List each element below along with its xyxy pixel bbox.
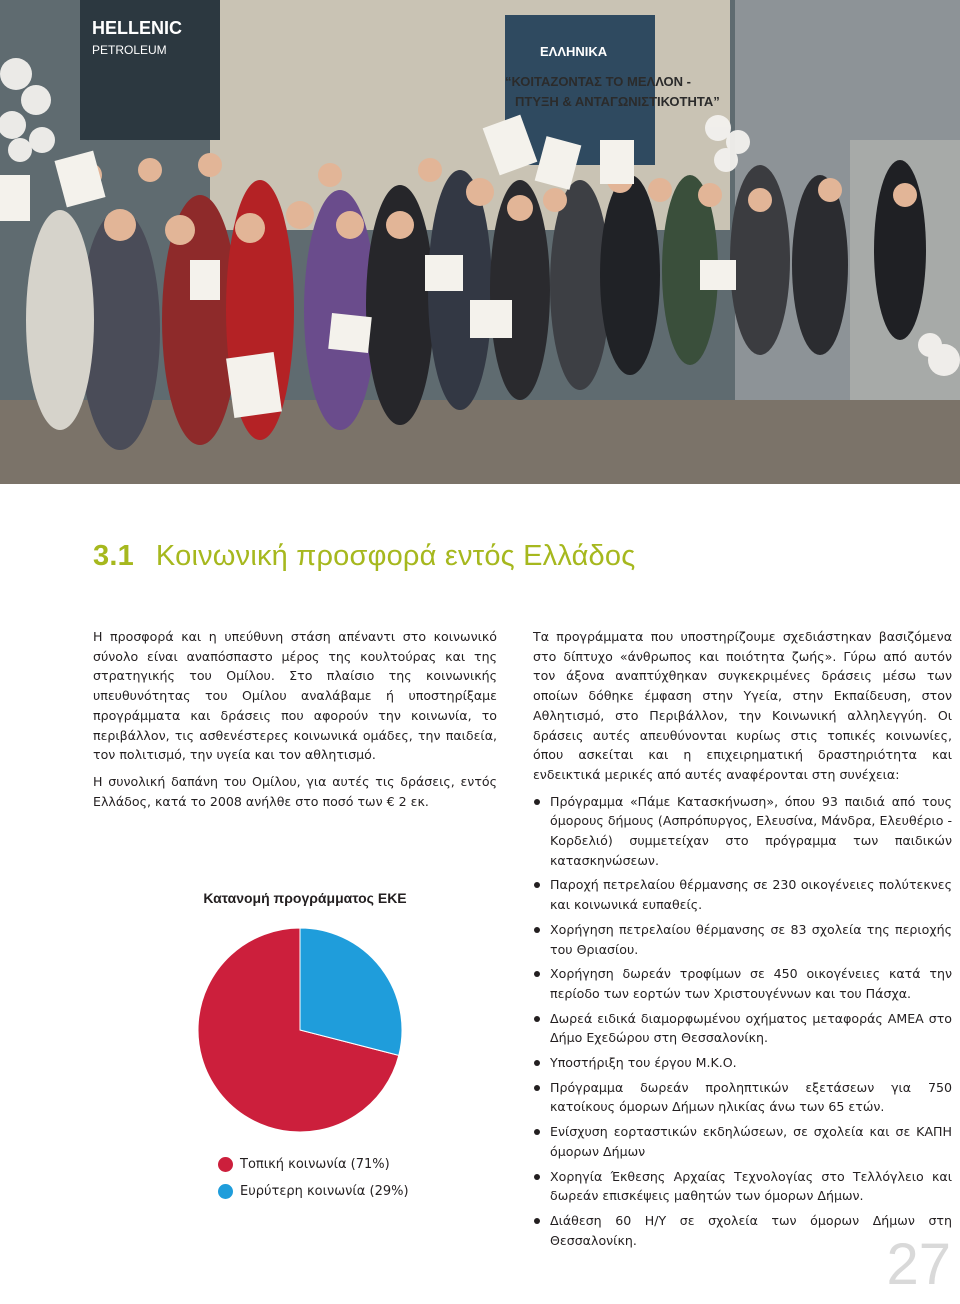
list-item: [533, 1167, 952, 1206]
list-item-text: Χορηγία Έκθεσης Αρχαίας Τεχνολογίας στο Τελλόγλειο και δωρεάν επισκέψεις μαθητών των όμορων Δήμων.: [550, 1168, 952, 1204]
bullet-icon: [534, 1060, 540, 1066]
bullet-icon: [534, 1016, 540, 1022]
legend-swatch-wider: [218, 1184, 233, 1199]
programs-intro: Τα προγράμματα που υποστηρίζουμε σχεδιάστηκαν βασιζόμενα στο δίπτυχο «άνθρωπος και ποιότητα ζωής». Γύρω από αυτόν τον άξονα αναπτύχθηκαν συγκεκριμένες δράσεις μέσω των οποίων δόθηκε έμφαση στην Υγεία, στην Εκπαίδευση, στον Αθλητισμό, στο Περιβάλλον, την Κοινωνική αλληλεγγύη. Οι δράσεις αυτές απευθύνονται κυρίως στις τοπικές κοινωνίες, όπου ασκείται και η επιχειρηματική δραστηριότητα και ενδεικτικά μερικές από αυτές αναφέρονται στη συνέχεια:: [533, 629, 952, 782]
list-item: [533, 1078, 952, 1117]
group-photo-illustration: [0, 0, 960, 484]
bullet-icon: [534, 971, 540, 977]
programs-list: [533, 792, 952, 1251]
list-item-text: Διάθεση 60 Η/Υ σε σχολεία των όμορων Δήμων στη Θεσσαλονίκη.: [550, 1212, 952, 1248]
list-item-text: Πρόγραμμα «Πάμε Κατασκήνωση», όπου 93 παιδιά από τους όμορους δήμους (Ασπρόπυργος, Ελευσίνα, Μάνδρα, Ελευθέριο - Κορδελιό) συμμετείχαν στο πρόγραμμα των παιδικών κατασκηνώσεων.: [550, 793, 952, 868]
list-item: [533, 1122, 952, 1161]
legend-item-wider: [218, 1178, 409, 1205]
list-item-text: Χορήγηση πετρελαίου θέρμανσης σε 83 σχολεία της περιοχής του Θριασίου.: [550, 921, 952, 957]
list-item-text: Παροχή πετρελαίου θέρμανσης σε 230 οικογένειες πολύτεκνες και κοινωνικά ευπαθείς.: [550, 877, 952, 913]
list-item-text: Υποστήριξη του έργου Μ.Κ.Ο.: [550, 1055, 737, 1071]
bullet-icon: [534, 882, 540, 888]
group-photo: [0, 0, 960, 484]
chart-title: Κατανομή προγράμματος ΕΚΕ: [203, 890, 407, 906]
bullet-icon: [534, 1218, 540, 1224]
hellenic-sign-line1: HELLENIC: [92, 18, 182, 38]
left-column: [93, 627, 497, 818]
bullet-icon: [534, 1174, 540, 1180]
list-item: [533, 1053, 952, 1073]
banner-line2: ΠΤΥΞΗ & ΑΝΤΑΓΩΝΙΣΤΙΚΟΤΗΤΑ”: [515, 94, 720, 109]
expenditure-paragraph: Η συνολική δαπάνη του Ομίλου, για αυτές τις δράσεις, εντός Ελλάδος, κατά το 2008 ανήλθε στο ποσό των € 2 εκ.: [93, 773, 497, 809]
bullet-icon: [534, 799, 540, 805]
list-item-text: Δωρεά ειδικά διαμορφωμένου οχήματος μεταφοράς ΑΜΕΑ στο Δήμο Εχεδώρου στη Θεσσαλονίκη.: [550, 1010, 952, 1046]
list-item: [533, 920, 952, 959]
right-column: [533, 627, 952, 1255]
list-item: [533, 964, 952, 1003]
legend-item-local: [218, 1151, 409, 1178]
list-item: [533, 792, 952, 871]
list-item-text: Ενίσχυση εορταστικών εκδηλώσεων, σε σχολεία και σε ΚΑΠΗ όμορων Δήμων: [550, 1124, 952, 1159]
list-item-text: Χορήγηση δωρεάν τροφίμων σε 450 οικογένειες κατά την περίοδο των εορτών των Χριστουγέννων και του Πάσχα.: [550, 966, 952, 1001]
list-item-text: Πρόγραμμα δωρεάν προληπτικών εξετάσεων για 750 κατοίκους όμορων Δήμων ηλικίας άνω των 65 ετών.: [550, 1079, 952, 1115]
section-title-text: Κοινωνική προσφορά εντός Ελλάδος: [155, 540, 636, 572]
intro-paragraph: Η προσφορά και η υπεύθυνη στάση απέναντι στο κοινωνικό σύνολο είναι αναπόσπαστο μέρος της κουλτούρας και της στρατηγικής του Ομίλου. Στο πλαίσιο της κοινωνικής υπευθυνότητας του Ομίλου αναλάβαμε ή υποστηρίξαμε προγράμματα και δράσεις που αφορούν την κοινωνία, το περιβάλλον, τις ασθενέστερες κοινωνικά ομάδες, την παιδεία, τον πολιτισμό, την υγεία και τον αθλητισμό.: [93, 629, 497, 763]
list-item: [533, 1009, 952, 1048]
list-item: [533, 875, 952, 914]
page-number: 27: [886, 1232, 951, 1297]
pie-chart: [195, 925, 405, 1135]
bullet-icon: [534, 1129, 540, 1135]
banner-company: ΕΛΛΗΝΙΚΑ: [540, 44, 608, 59]
hellenic-sign-line2: PETROLEUM: [92, 43, 167, 57]
legend-label-local: Τοπική κοινωνία (71%): [240, 1157, 390, 1172]
chart-legend: [218, 1151, 409, 1205]
legend-swatch-local: [218, 1157, 233, 1172]
legend-label-wider: Ευρύτερη κοινωνία (29%): [240, 1184, 409, 1199]
banner-line1: “ΚΟΙΤΑΖΟΝΤΑΣ ΤΟ ΜΕΛΛΟΝ -: [505, 74, 691, 89]
bullet-icon: [534, 1085, 540, 1091]
bullet-icon: [534, 927, 540, 933]
section-number: 3.1: [93, 540, 134, 572]
section-title: [93, 540, 635, 573]
